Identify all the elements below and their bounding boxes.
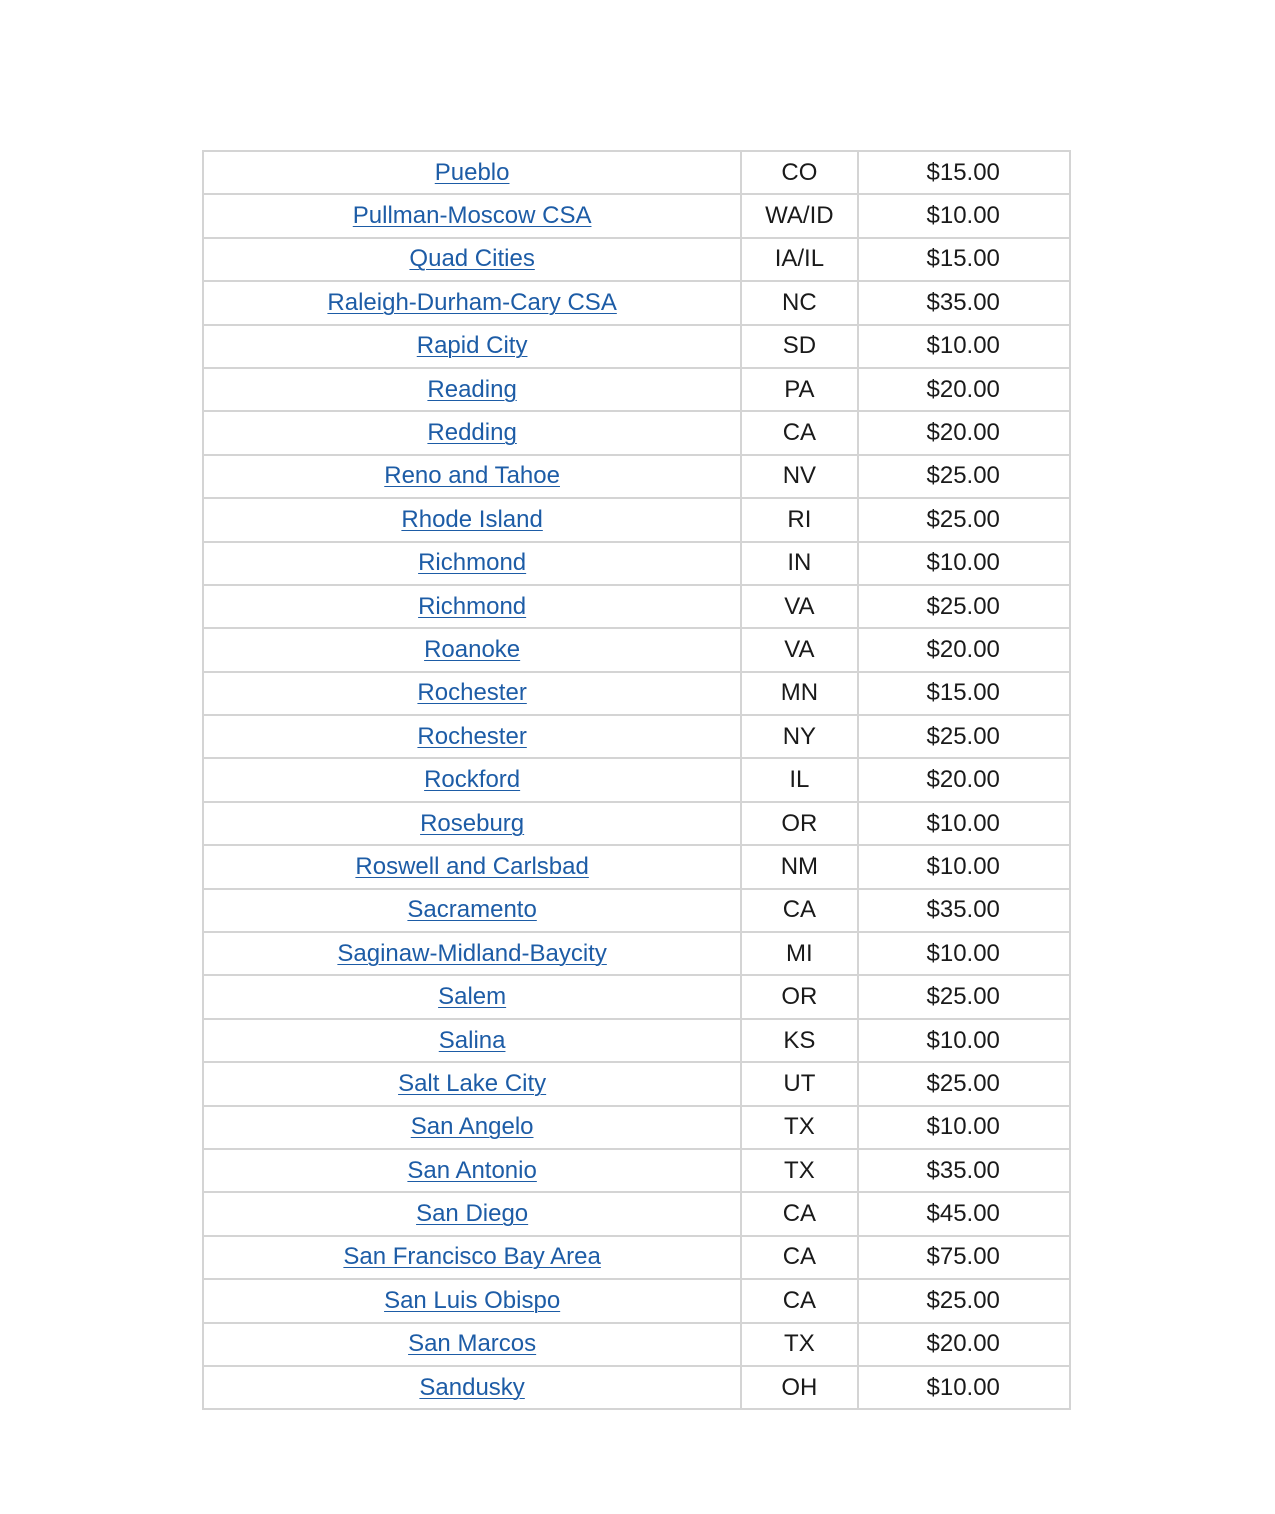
city-cell: [203, 1062, 741, 1105]
city-cell: [203, 1236, 741, 1279]
table-row: [203, 1236, 1070, 1279]
state-cell: CA: [741, 1236, 857, 1279]
state-cell: OR: [741, 975, 857, 1018]
state-cell: IN: [741, 542, 857, 585]
price-cell: $20.00: [858, 758, 1071, 801]
state-cell: VA: [741, 585, 857, 628]
price-cell: $25.00: [858, 455, 1071, 498]
city-link[interactable]: Redding: [427, 419, 517, 447]
table-row: [203, 585, 1070, 628]
price-cell: $10.00: [858, 1019, 1071, 1062]
state-cell: NY: [741, 715, 857, 758]
city-link[interactable]: San Antonio: [407, 1156, 537, 1184]
state-cell: CO: [741, 151, 857, 194]
city-link[interactable]: Roswell and Carlsbad: [355, 852, 589, 880]
city-link[interactable]: Rhode Island: [401, 505, 543, 533]
city-price-table: [202, 150, 1071, 1410]
price-cell: $25.00: [858, 498, 1071, 541]
state-cell: UT: [741, 1062, 857, 1105]
table-row: [203, 455, 1070, 498]
city-link[interactable]: Rapid City: [416, 332, 528, 360]
table-row: [203, 1323, 1070, 1366]
city-cell: [203, 542, 741, 585]
city-link[interactable]: Richmond: [418, 549, 527, 577]
price-cell: $10.00: [858, 194, 1071, 237]
price-cell: $45.00: [858, 1192, 1071, 1235]
table-row: [203, 1279, 1070, 1322]
price-cell: $20.00: [858, 368, 1071, 411]
table-row: [203, 498, 1070, 541]
state-cell: TX: [741, 1323, 857, 1366]
city-cell: [203, 672, 741, 715]
city-link[interactable]: Pullman-Moscow CSA: [352, 202, 592, 230]
table-row: [203, 1062, 1070, 1105]
table-row: [203, 281, 1070, 324]
city-link[interactable]: Salina: [438, 1026, 506, 1054]
state-cell: SD: [741, 325, 857, 368]
state-cell: PA: [741, 368, 857, 411]
state-cell: WA/ID: [741, 194, 857, 237]
city-link[interactable]: Raleigh-Durham-Cary CSA: [327, 288, 617, 316]
city-link[interactable]: Sacramento: [407, 896, 537, 924]
city-cell: [203, 715, 741, 758]
table-row: [203, 194, 1070, 237]
city-link[interactable]: Reno and Tahoe: [384, 462, 560, 490]
price-cell: $10.00: [858, 802, 1071, 845]
price-cell: $10.00: [858, 542, 1071, 585]
table-row: [203, 975, 1070, 1018]
state-cell: IA/IL: [741, 238, 857, 281]
price-cell: $25.00: [858, 585, 1071, 628]
price-cell: $15.00: [858, 238, 1071, 281]
city-cell: [203, 975, 741, 1018]
city-cell: [203, 368, 741, 411]
city-link[interactable]: San Diego: [416, 1200, 529, 1228]
city-cell: [203, 1323, 741, 1366]
state-cell: TX: [741, 1149, 857, 1192]
city-cell: [203, 151, 741, 194]
state-cell: VA: [741, 628, 857, 671]
city-cell: [203, 1279, 741, 1322]
state-cell: CA: [741, 411, 857, 454]
state-cell: MI: [741, 932, 857, 975]
table-row: [203, 758, 1070, 801]
price-cell: $35.00: [858, 1149, 1071, 1192]
city-cell: [203, 325, 741, 368]
state-cell: NV: [741, 455, 857, 498]
table-row: [203, 889, 1070, 932]
table-row: [203, 845, 1070, 888]
table-row: [203, 715, 1070, 758]
city-link[interactable]: Saginaw-Midland-Baycity: [337, 939, 607, 967]
price-cell: $10.00: [858, 1366, 1071, 1409]
state-cell: CA: [741, 1279, 857, 1322]
city-cell: [203, 238, 741, 281]
city-cell: [203, 455, 741, 498]
price-cell: $25.00: [858, 1062, 1071, 1105]
table-row: [203, 628, 1070, 671]
state-cell: CA: [741, 889, 857, 932]
price-cell: $25.00: [858, 1279, 1071, 1322]
city-cell: [203, 628, 741, 671]
price-cell: $10.00: [858, 845, 1071, 888]
city-link[interactable]: Salt Lake City: [398, 1069, 547, 1097]
city-link[interactable]: Reading: [427, 375, 517, 403]
city-link[interactable]: Rochester: [417, 679, 527, 707]
table-row: [203, 1192, 1070, 1235]
city-cell: [203, 1149, 741, 1192]
city-link[interactable]: Quad Cities: [409, 245, 535, 273]
table-row: [203, 325, 1070, 368]
city-cell: [203, 845, 741, 888]
table-row: [203, 932, 1070, 975]
price-cell: $25.00: [858, 975, 1071, 1018]
city-link[interactable]: Sandusky: [419, 1373, 525, 1401]
state-cell: NC: [741, 281, 857, 324]
state-cell: CA: [741, 1192, 857, 1235]
table-row: [203, 1106, 1070, 1149]
table-row: [203, 238, 1070, 281]
table-row: [203, 1019, 1070, 1062]
city-cell: [203, 194, 741, 237]
city-cell: [203, 1106, 741, 1149]
state-cell: OR: [741, 802, 857, 845]
city-cell: [203, 1192, 741, 1235]
state-cell: IL: [741, 758, 857, 801]
price-cell: $25.00: [858, 715, 1071, 758]
state-cell: OH: [741, 1366, 857, 1409]
city-cell: [203, 758, 741, 801]
city-cell: [203, 498, 741, 541]
price-cell: $35.00: [858, 889, 1071, 932]
city-cell: [203, 1019, 741, 1062]
state-cell: KS: [741, 1019, 857, 1062]
price-cell: $75.00: [858, 1236, 1071, 1279]
price-cell: $15.00: [858, 151, 1071, 194]
price-cell: $20.00: [858, 628, 1071, 671]
city-link[interactable]: San Francisco Bay Area: [343, 1243, 601, 1271]
city-cell: [203, 932, 741, 975]
city-cell: [203, 585, 741, 628]
price-cell: $35.00: [858, 281, 1071, 324]
city-cell: [203, 411, 741, 454]
table-row: [203, 542, 1070, 585]
price-cell: $15.00: [858, 672, 1071, 715]
city-link[interactable]: Rockford: [424, 766, 521, 794]
table-row: [203, 672, 1070, 715]
table-row: [203, 802, 1070, 845]
city-cell: [203, 802, 741, 845]
price-cell: $20.00: [858, 411, 1071, 454]
price-cell: $10.00: [858, 932, 1071, 975]
city-link[interactable]: San Angelo: [410, 1113, 534, 1141]
table-row: [203, 1149, 1070, 1192]
state-cell: NM: [741, 845, 857, 888]
city-cell: [203, 281, 741, 324]
city-link[interactable]: Roanoke: [424, 635, 521, 663]
state-cell: MN: [741, 672, 857, 715]
city-cell: [203, 889, 741, 932]
city-link[interactable]: Salem: [438, 983, 507, 1011]
city-link[interactable]: San Luis Obispo: [384, 1286, 561, 1314]
price-cell: $10.00: [858, 1106, 1071, 1149]
city-link[interactable]: Pueblo: [434, 158, 510, 186]
price-cell: $10.00: [858, 325, 1071, 368]
table-row: [203, 411, 1070, 454]
city-link[interactable]: Roseburg: [420, 809, 525, 837]
state-cell: TX: [741, 1106, 857, 1149]
state-cell: RI: [741, 498, 857, 541]
table-row: [203, 151, 1070, 194]
table-row: [203, 1366, 1070, 1409]
table-row: [203, 368, 1070, 411]
city-link[interactable]: San Marcos: [408, 1330, 537, 1358]
city-link[interactable]: Rochester: [417, 722, 527, 750]
city-cell: [203, 1366, 741, 1409]
price-cell: $20.00: [858, 1323, 1071, 1366]
city-link[interactable]: Richmond: [418, 592, 527, 620]
table-body: [203, 151, 1070, 1409]
